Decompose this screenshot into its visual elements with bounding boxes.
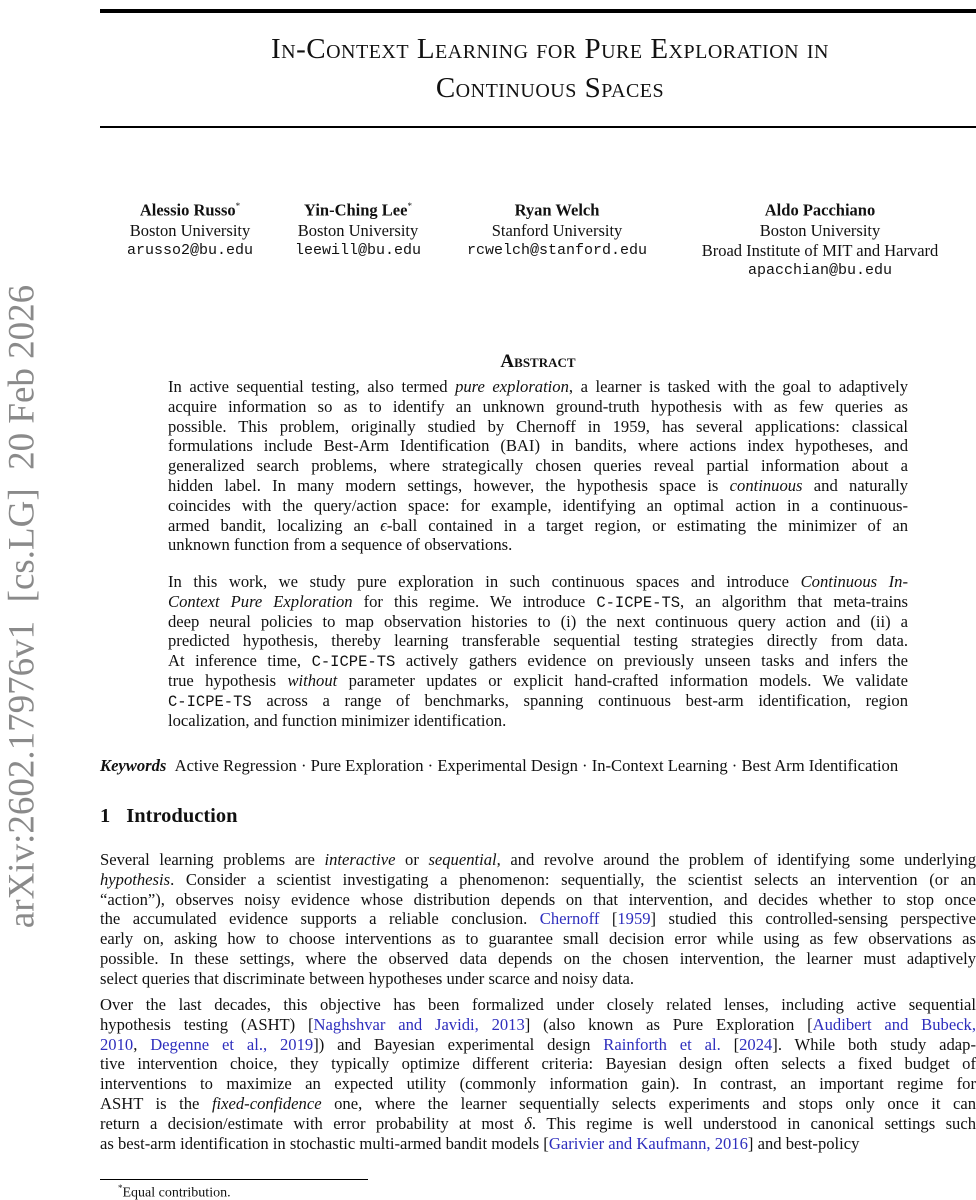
text-line (100, 1134, 976, 1154)
text-span: for this regime. We introduce (352, 591, 597, 611)
text-span: interactive (324, 850, 396, 869)
text-line (168, 691, 908, 711)
text-span: ASHT is the (100, 1093, 212, 1113)
text-line (168, 516, 908, 536)
paragraph (168, 572, 908, 730)
paper-title (100, 30, 976, 108)
keywords-text: Active Regression · Pure Exploration · Experimental Design · In-Context Learning · Best Arm Identification (174, 756, 899, 775)
text-span: hypothesis testing (ASHT) [ (100, 1014, 314, 1034)
author-name: Aldo Pacchiano (764, 200, 876, 220)
author-email[interactable]: arusso2@bu.edu (126, 241, 254, 259)
text-span: armed bandit, localizing an (168, 515, 381, 535)
author-block (295, 196, 421, 261)
text-span: ϵ (380, 515, 387, 535)
text-span: predicted hypothesis, thereby learning transferable sequential testing strategies directly from data. (168, 631, 908, 651)
text-span: generalized search problems, where strategically chosen queries reveal partial information about a (168, 456, 908, 476)
text-line (168, 456, 908, 476)
keywords-label: Keywords (100, 756, 167, 775)
text-span: one, where the learner sequentially selects experiments and stops only once it can (321, 1093, 976, 1113)
text-span: fixed-confidence (211, 1093, 322, 1113)
text-span: ]) and Bayesian experimental design (313, 1034, 604, 1054)
text-span: possible. In these settings, where the observed data depends on the chosen intervention, the learner must adaptively (100, 948, 976, 968)
text-line (168, 711, 908, 731)
author-email[interactable]: leewill@bu.edu (294, 241, 422, 259)
author-block (127, 196, 253, 261)
footnote-text: Equal contribution. (122, 1185, 231, 1200)
text-line (100, 1114, 976, 1134)
footnote-rule (100, 1179, 368, 1180)
text-line (168, 417, 908, 437)
text-line (100, 1035, 976, 1055)
text-span: unknown function from a sequence of observations. (168, 535, 513, 555)
section-title: Introduction (126, 805, 238, 827)
keywords (100, 756, 898, 776)
text-line (100, 1054, 976, 1074)
text-line (168, 592, 908, 612)
author-affiliation: Stanford University (491, 220, 623, 240)
text-span: Context Pure Exploration (168, 591, 353, 611)
author-block (467, 196, 647, 261)
text-span: sequential (428, 850, 497, 869)
author-affiliation: Boston University (297, 220, 419, 240)
text-line (100, 890, 976, 910)
text-line (100, 1074, 976, 1094)
paragraph (168, 377, 908, 555)
text-span: select queries that discriminate between hypotheses under scarce and noisy data. (100, 968, 635, 988)
title-line-2: Continuous Spaces (435, 72, 665, 104)
text-line (100, 870, 976, 890)
text-line (100, 995, 976, 1015)
text-span: Several learning problems are (100, 850, 325, 869)
code-text: C-ICPE-TS (168, 692, 252, 711)
title-top-rule (100, 9, 976, 13)
text-span: , an algorithm that meta-trains (680, 591, 908, 611)
text-span: . This regime is well understood in canonical settings such (531, 1113, 976, 1133)
paragraph (100, 995, 976, 1153)
citation-link[interactable]: Garivier and Kaufmann, 2016 (548, 1133, 748, 1153)
text-span: ] and best-policy (747, 1133, 860, 1153)
text-span: true hypothesis (168, 670, 288, 690)
code-text: C-ICPE-TS (596, 593, 681, 612)
text-span: ] studied this controlled-sensing perspective (650, 909, 976, 929)
text-line (168, 476, 908, 496)
text-span: δ (524, 1113, 532, 1133)
text-span: possible. This problem, originally studied by Chernoff in 1959, has several applications: classical (168, 416, 908, 436)
text-span: actively gathers evidence on previously unseen tasks and infers the (395, 651, 909, 671)
text-span: -ball contained in a target region, or estimating the minimizer of an (386, 515, 908, 535)
text-span: ] (also known as Pure Exploration [ (524, 1014, 813, 1034)
abstract-heading: Abstract (500, 351, 576, 372)
text-span: In active sequential testing, also termed (168, 377, 456, 396)
text-line (168, 631, 908, 651)
author-block (702, 196, 939, 281)
text-span: formulations include Best-Arm Identification (BAI) in bandits, where actions index hypotheses, and (168, 436, 908, 456)
text-span: deep neural policies to map observation histories to (i) the next continuous query action and (ii) a (168, 611, 908, 631)
text-span: [ (599, 909, 618, 929)
text-line (100, 909, 976, 929)
text-line (100, 969, 976, 989)
text-span: the accumulated evidence supports a reliable conclusion. (100, 909, 540, 929)
text-span: In this work, we study pure exploration in such continuous spaces and introduce (168, 572, 801, 591)
title-bottom-rule (100, 126, 976, 128)
section-number: 1 (100, 805, 111, 827)
text-span: or (395, 850, 429, 869)
text-line (100, 929, 976, 949)
text-line (168, 436, 908, 456)
code-text: C-ICPE-TS (311, 653, 396, 672)
footnote (118, 1183, 231, 1200)
arxiv-stamp: arXiv:2602.17976v1 [cs.LG] 20 Feb 2026 (1, 284, 43, 929)
text-span: acquire information so as to identify an unknown ground-truth hypothesis with as few queries as (168, 396, 908, 416)
text-span: across a range of benchmarks, spanning continuous best-arm identification, region (251, 690, 908, 710)
text-span: , (133, 1034, 151, 1054)
text-span: return a decision/estimate with error probability at most (100, 1113, 525, 1133)
author-affiliation: Boston University (759, 220, 881, 240)
author-affiliation: Boston University (129, 220, 251, 240)
citation-link[interactable]: Rainforth et al. (603, 1034, 721, 1054)
text-span: , and revolve around the problem of identifying some underlying (496, 850, 976, 869)
citation-link[interactable]: 2024 (739, 1034, 773, 1054)
title-line-1: In-Context Learning for Pure Exploration in (271, 33, 829, 65)
text-line (100, 1094, 976, 1114)
citation-link[interactable]: 2010 (100, 1034, 134, 1054)
citation-link[interactable]: Degenne et al., 2019 (150, 1034, 314, 1054)
author-email[interactable]: apacchian@bu.edu (747, 261, 893, 279)
text-span: Continuous In- (800, 572, 908, 591)
author-affiliation: Broad Institute of MIT and Harvard (701, 240, 939, 260)
text-span: , a learner is tasked with the goal to adaptively (568, 377, 909, 396)
text-line (100, 949, 976, 969)
text-line (168, 651, 908, 671)
text-line (100, 850, 976, 870)
text-span: coincides with the query/action space: for example, identifying an optimal action in a continuous- (168, 495, 908, 515)
text-line (168, 671, 908, 691)
citation-link[interactable]: 1959 (617, 909, 651, 929)
text-span: Over the last decades, this objective has been formalized under closely related lenses, including active sequential (100, 995, 976, 1014)
author-name: Ryan Welch (514, 200, 600, 220)
text-span: pure exploration (455, 377, 569, 396)
text-line (168, 612, 908, 632)
citation-link[interactable]: Audibert and Bubeck, (812, 1014, 976, 1034)
footnote-mark: * (118, 1183, 123, 1193)
text-span: “action”), observes noisy evidence whose distribution depends on that intervention, and decides whether to stop once (100, 889, 976, 909)
text-span: continuous (729, 475, 803, 495)
text-span: and naturally (802, 475, 908, 495)
text-span: ]. While both study adap- (772, 1034, 976, 1054)
citation-link[interactable]: Chernoff (539, 909, 600, 929)
text-line (168, 535, 908, 555)
text-span: localization, and function minimizer identification. (168, 710, 507, 730)
text-span: early on, asking how to choose interventions as to guarantee small decision error while using as few observations as (100, 929, 976, 949)
text-line (168, 397, 908, 417)
text-span: tive intervention choice, they typically optimize different criteria: Bayesian design often selects a fixed budget of (100, 1054, 976, 1074)
section-heading-introduction (100, 805, 238, 828)
text-span: interventions to maximize an expected utility (commonly information gain). In contrast, an important regime for (100, 1074, 976, 1094)
author-name: Alessio Russo* (139, 200, 241, 220)
text-span: At inference time, (168, 651, 312, 671)
text-span: parameter updates or explicit hand-crafted information models. We validate (337, 670, 908, 690)
text-span: hypothesis (100, 869, 171, 889)
text-line (168, 572, 908, 592)
text-span: hidden label. In many modern settings, however, the hypothesis space is (168, 475, 730, 495)
text-line (100, 1015, 976, 1035)
author-name: Yin-Ching Lee* (304, 200, 412, 220)
text-line (168, 377, 908, 397)
text-span: as best-arm identification in stochastic multi-armed bandit models [ (100, 1133, 549, 1153)
citation-link[interactable]: Naghshvar and Javidi, 2013 (313, 1014, 525, 1034)
text-line (168, 496, 908, 516)
text-span: . Consider a scientist investigating a phenomenon: sequentially, the scientist selects an intervention (or an (170, 869, 976, 889)
text-span: [ (720, 1034, 740, 1054)
paragraph (100, 850, 976, 989)
author-email[interactable]: rcwelch@stanford.edu (466, 241, 648, 259)
text-span: without (287, 670, 338, 690)
